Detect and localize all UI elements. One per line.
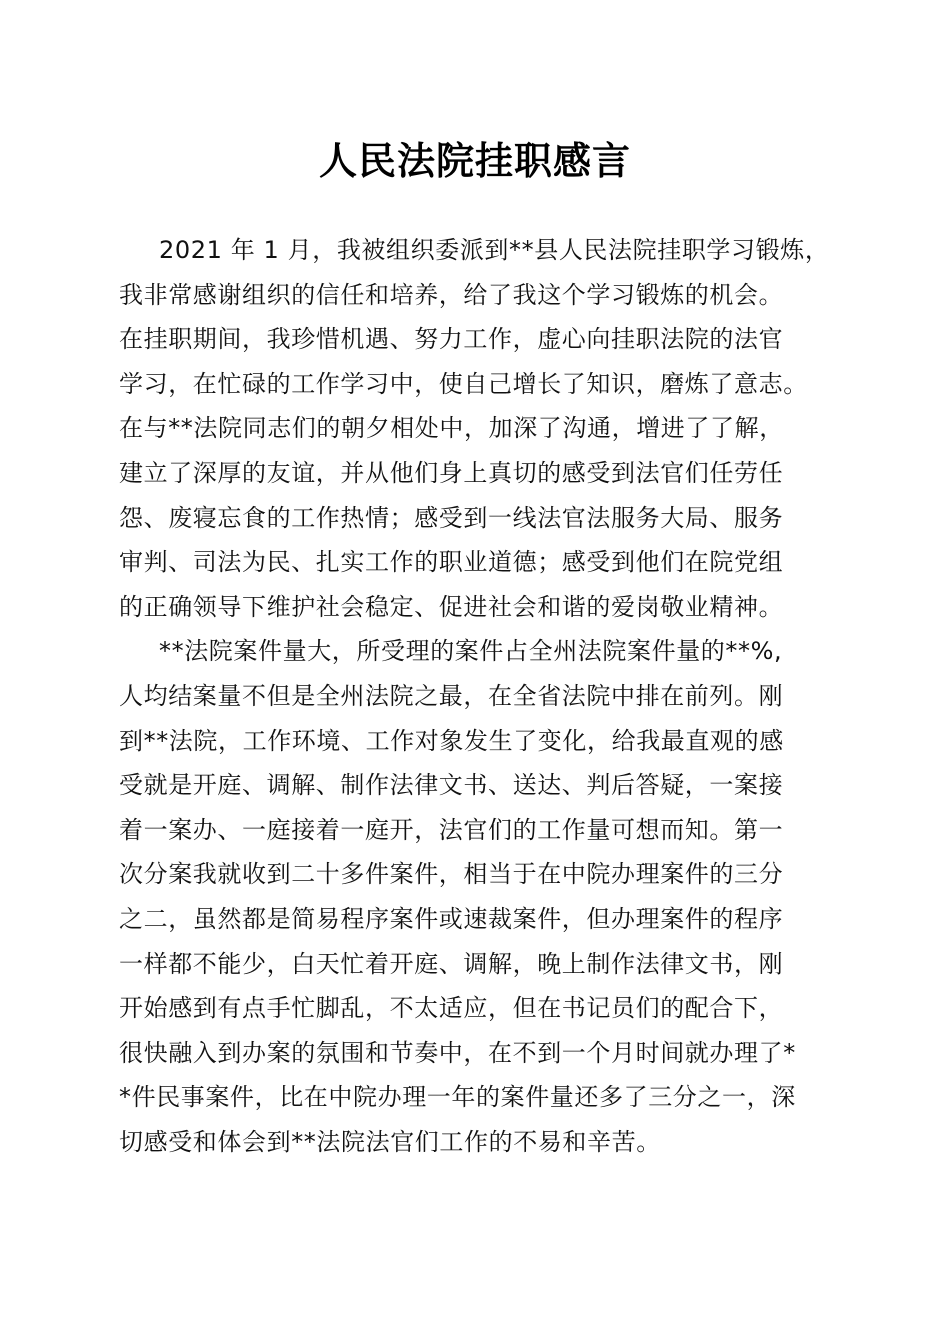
- paragraph-line: 在与**法院同志们的朝夕相处中，加深了沟通，增进了了解，: [119, 414, 784, 443]
- paragraph-line: 开始感到有点手忙脚乱，不太适应，但在书记员们的配合下，: [119, 994, 784, 1023]
- paragraph-line: 次分案我就收到二十多件案件，相当于在中院办理案件的三分: [119, 860, 784, 889]
- document-title: 人民法院挂职感言: [318, 138, 631, 183]
- paragraph-line: 2021 年 1 月，我被组织委派到**县人民法院挂职学习锻炼，: [159, 236, 830, 264]
- paragraph-line: 一样都不能少，白天忙着开庭、调解，晚上制作法律文书，刚: [119, 949, 784, 978]
- paragraph-line: 的正确领导下维护社会稳定、促进社会和谐的爱岗敬业精神。: [119, 592, 784, 621]
- paragraph-line: 人均结案量不但是全州法院之最，在全省法院中排在前列。刚: [119, 681, 784, 710]
- paragraph-line: 着一案办、一庭接着一庭开，法官们的工作量可想而知。第一: [119, 815, 784, 844]
- paragraph-line: *件民事案件，比在中院办理一年的案件量还多了三分之一，深: [119, 1083, 796, 1112]
- paragraph-line: 怨、废寝忘食的工作热情；感受到一线法官法服务大局、服务: [119, 503, 784, 532]
- paragraph-line: 我非常感谢组织的信任和培养，给了我这个学习锻炼的机会。: [119, 280, 784, 309]
- paragraph-line: 之二，虽然都是简易程序案件或速裁案件，但办理案件的程序: [119, 904, 784, 933]
- paragraph-line: 受就是开庭、调解、制作法律文书、送达、判后答疑，一案接: [119, 771, 784, 800]
- paragraph-line: 切感受和体会到**法院法官们工作的不易和辛苦。: [119, 1127, 661, 1156]
- document-body: [119, 228, 839, 1164]
- paragraph-line: 到**法院，工作环境、工作对象发生了变化，给我最直观的感: [119, 726, 784, 755]
- paragraph-line: 在挂职期间，我珍惜机遇、努力工作，虚心向挂职法院的法官: [119, 325, 784, 354]
- paragraph-line: 很快融入到办案的氛围和节奏中，在不到一个月时间就办理了*: [119, 1038, 796, 1067]
- paragraph-1: [119, 228, 839, 629]
- paragraph-line: 建立了深厚的友谊，并从他们身上真切的感受到法官们任劳任: [119, 458, 784, 487]
- paragraph-line: 审判、司法为民、扎实工作的职业道德；感受到他们在院党组: [119, 548, 784, 577]
- paragraph-line: **法院案件量大，所受理的案件占全州法院案件量的**%,: [159, 637, 783, 666]
- paragraph-line: 学习，在忙碌的工作学习中，使自己增长了知识，磨炼了意志。: [119, 369, 808, 398]
- paragraph-2: [119, 629, 839, 1164]
